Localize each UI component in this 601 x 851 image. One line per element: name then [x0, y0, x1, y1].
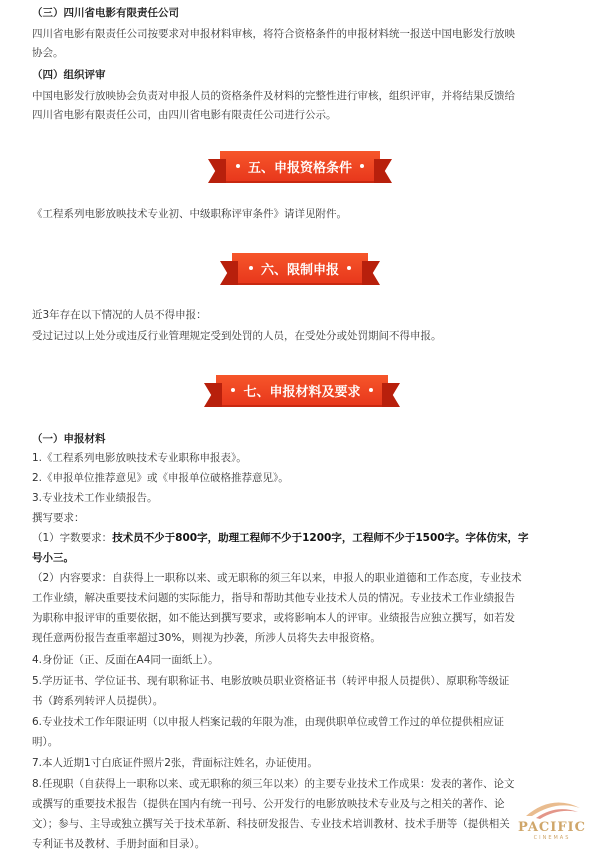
requirement-2-line-3: 为职称申报评审的重要依据，如不能达到撰写要求，或将影响本人的评审。业绩报告应独立撰写，如若发: [32, 612, 515, 624]
materials-item-8-line-3: 文）；参与、主导或独立撰写关于技术革新、科技研发报告、专业技术培训教材、技术手册等（提供相关: [32, 818, 510, 830]
materials-item-6-line-1: 6.专业技术工作年限证明（以申报人档案记载的年限为准，由现供职单位或曾工作过的单位提供相应证: [32, 716, 505, 728]
banner-restrictions-bar: [232, 253, 368, 283]
banner-materials: [216, 372, 388, 408]
bullet-dot-icon: [231, 388, 235, 392]
materials-item-3: 3.专业技术工作业绩报告。: [32, 492, 158, 504]
requirement-2-line-1: （2）内容要求：自获得上一职称以来、或无职称的须三年以来，申报人的职业道德和工作态度，专业技术: [32, 572, 522, 584]
materials-item-5-line-2: 书（跨系列转评人员提供）。: [32, 695, 164, 707]
bullet-dot-icon: [369, 388, 373, 392]
materials-item-5-line-1: 5.学历证书、学位证书、现有职称证书、电影放映员职业资格证书（转评申报人员提供）、原职称等级证: [32, 675, 510, 687]
conditions-text: 《工程系列电影放映技术专业初、中级职称评审条件》请详见附件。: [32, 208, 347, 220]
requirement-2-line-4: 现任意两份报告查重率超过30%，则视为抄袭，所涉人员将失去申报资格。: [32, 632, 381, 644]
ribbon-right-icon: [382, 383, 400, 407]
materials-item-7: 7.本人近期1寸白底证件照片2张，背面标注姓名，办证使用。: [32, 757, 318, 769]
materials-item-1: 1.《工程系列电影放映技术专业职称申报表》。: [32, 452, 247, 464]
section-4-title: （四）组织评审: [32, 69, 106, 81]
section-3-body-line-1: 四川省电影有限责任公司按要求对申报材料审核，将符合资格条件的申报材料统一报送中国电影发行放映: [32, 28, 515, 40]
materials-item-8-line-2: 或撰写的重要技术报告（提供在国内有统一刊号、公开发行的电影放映技术专业及与之相关的著作、论: [32, 798, 505, 810]
banner-materials-label: 七、申报材料及要求: [243, 384, 361, 400]
section-3-title: （三）四川省电影有限责任公司: [32, 7, 179, 19]
section-4-body-line-1: 中国电影发行放映协会负责对申报人员的资格条件及材料的完整性进行审核，组织评审，并将结果反馈给: [32, 90, 515, 102]
section-4-body-line-2: 四川省电影有限责任公司，由四川省电影有限责任公司进行公示。: [32, 109, 337, 121]
materials-item-4: 4.身份证（正、反面在A4同一面纸上）。: [32, 654, 219, 666]
bullet-dot-icon: [249, 266, 253, 270]
materials-item-6-line-2: 明）。: [32, 736, 59, 748]
requirement-1-prefix: （1）字数要求：: [32, 532, 113, 544]
logo-swoosh-icon: [522, 798, 582, 820]
writing-requirements-label: 撰写要求：: [32, 512, 85, 524]
requirement-1-line-1: [32, 531, 583, 545]
bullet-dot-icon: [236, 164, 240, 168]
ribbon-left-icon: [208, 159, 226, 183]
materials-item-8-line-4: 专利证书及教材、手册封面和目录）。: [32, 838, 206, 850]
ribbon-left-icon: [220, 261, 238, 285]
banner-eligibility: [220, 148, 380, 184]
ribbon-left-icon: [204, 383, 222, 407]
section-3-body-line-2: 协会。: [32, 47, 64, 59]
materials-title: （一）申报材料: [32, 433, 106, 445]
banner-materials-bar: [216, 375, 388, 405]
ribbon-right-icon: [374, 159, 392, 183]
restrict-line-2: 受过记过以上处分或违反行业管理规定受到处罚的人员，在受处分或处罚期间不得申报。: [32, 330, 442, 342]
bullet-dot-icon: [360, 164, 364, 168]
logo-sub-text: CINEMAS: [533, 835, 571, 841]
logo-brand-text: PACIFIC: [517, 820, 586, 835]
banner-eligibility-bar: [220, 151, 380, 181]
materials-item-2: 2.《申报单位推荐意见》或《申报单位破格推荐意见》。: [32, 472, 289, 484]
materials-item-8-line-1: 8.任现职（自获得上一职称以来、或无职称的须三年以来）的主要专业技术工作成果：发表的著作、论文: [32, 778, 515, 790]
banner-restrictions-label: 六、限制申报: [260, 262, 339, 278]
banner-eligibility-label: 五、申报资格条件: [247, 160, 352, 176]
ribbon-right-icon: [362, 261, 380, 285]
requirement-1-line-2: 号小三。: [32, 552, 74, 564]
bullet-dot-icon: [347, 266, 351, 270]
requirement-1-bold: 技术员不少于800字，助理工程师不少于1200字，工程师不少于1500字。字体仿宋，字: [112, 532, 529, 544]
restrict-line-1: 近3年存在以下情况的人员不得申报：: [32, 309, 207, 321]
pacific-cinemas-logo: [511, 791, 593, 841]
banner-restrictions: [232, 250, 368, 286]
requirement-2-line-2: 工作业绩，解决重要技术问题的实际能力，指导和帮助其他专业技术人员的情况。专业技术工作业绩报告: [32, 592, 515, 604]
